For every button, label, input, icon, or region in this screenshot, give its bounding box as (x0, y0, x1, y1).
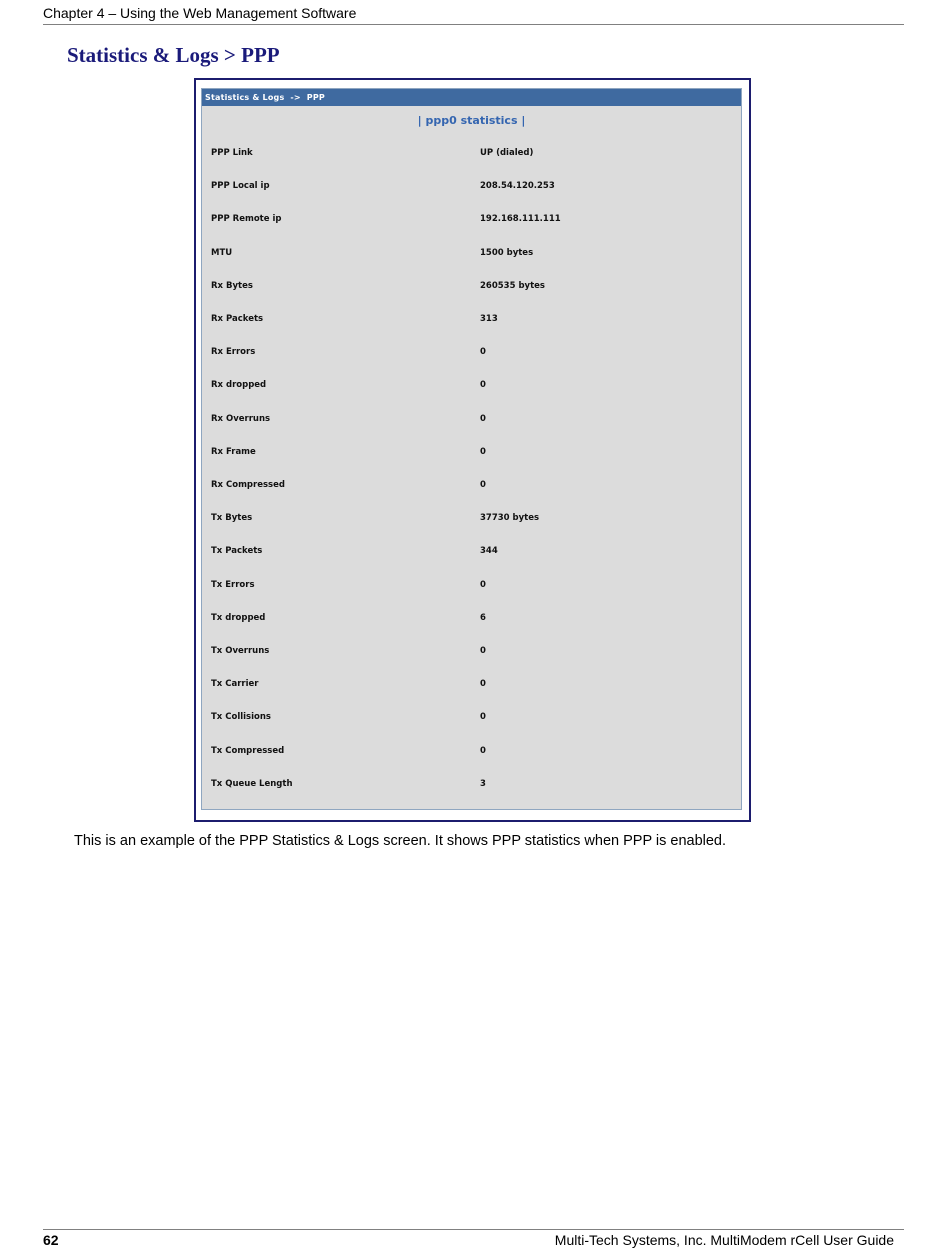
stat-value: 208.54.120.253 (480, 181, 555, 192)
stat-value: 0 (480, 579, 486, 590)
stat-value: 0 (480, 646, 486, 656)
stat-label: Tx Compressed (211, 745, 285, 756)
stat-label: PPP Remote ip (211, 214, 282, 225)
stat-value: 1500 bytes (480, 247, 534, 258)
stat-value: 0 (480, 347, 486, 358)
stat-label: PPP Local ip (211, 181, 270, 192)
stat-value: 0 (480, 679, 486, 690)
stat-label: Rx Compressed (211, 480, 285, 490)
panel-heading: | ppp0 statistics | (417, 114, 526, 127)
stat-value: 0 (480, 745, 486, 756)
stat-label: Tx Errors (211, 579, 255, 590)
stat-row (202, 212, 741, 226)
stat-row (202, 279, 741, 293)
stat-value: 0 (480, 380, 486, 391)
stat-row (202, 146, 741, 160)
running-header (43, 4, 904, 25)
stat-row (202, 710, 741, 724)
ppp-statistics-panel (201, 88, 742, 810)
stat-row (202, 644, 741, 658)
page-number: 62 (43, 1232, 59, 1248)
guide-title: Multi-Tech Systems, Inc. MultiModem rCell User Guide (554, 1232, 894, 1248)
stat-label: Tx Packets (211, 546, 263, 557)
stat-value: UP (dialed) (480, 148, 534, 158)
stat-row (202, 744, 741, 758)
stat-label: Rx Frame (211, 446, 256, 457)
stat-row (202, 677, 741, 691)
stat-row (202, 578, 741, 592)
stat-row (202, 312, 741, 326)
stat-label: PPP Link (211, 148, 253, 158)
stat-row (202, 179, 741, 193)
stat-row (202, 611, 741, 625)
stat-value: 0 (480, 446, 486, 457)
stat-label: Tx dropped (211, 612, 266, 623)
stat-label: Tx Collisions (211, 712, 271, 723)
stat-value: 0 (480, 413, 486, 424)
stat-value: 260535 bytes (480, 280, 545, 291)
stat-row (202, 478, 741, 492)
stat-label: Rx Errors (211, 347, 256, 358)
chapter-title: Chapter 4 – Using the Web Management Software (43, 5, 357, 21)
stat-label: Rx Overruns (211, 413, 271, 424)
stat-value: 0 (480, 712, 486, 723)
stat-value: 3 (480, 778, 486, 789)
stat-value: 313 (480, 314, 498, 324)
stat-label: Tx Overruns (211, 646, 270, 656)
stat-label: Tx Carrier (211, 679, 259, 690)
stat-label: MTU (211, 247, 233, 258)
stat-label: Tx Queue Length (211, 778, 293, 789)
section-title: Statistics & Logs > PPP (67, 43, 280, 67)
stat-label: Tx Bytes (211, 513, 253, 524)
stat-value: 6 (480, 612, 486, 623)
stat-label: Rx dropped (211, 380, 267, 391)
panel-breadcrumb: Statistics & Logs -> PPP (202, 89, 741, 106)
stat-label: Rx Packets (211, 314, 264, 324)
figure-caption: This is an example of the PPP Statistics & Logs screen. It shows PPP statistics when PPP is enabled. (74, 833, 727, 849)
running-footer (43, 1229, 904, 1252)
stat-row (202, 777, 741, 791)
stat-row (202, 544, 741, 558)
stat-label: Rx Bytes (211, 280, 253, 291)
screenshot-frame (194, 78, 751, 822)
stat-value: 344 (480, 546, 498, 557)
stat-row (202, 511, 741, 525)
stat-value: 192.168.111.111 (480, 214, 561, 225)
stat-row (202, 445, 741, 459)
stat-row (202, 412, 741, 426)
stat-value: 37730 bytes (480, 513, 540, 524)
stat-value: 0 (480, 480, 486, 490)
stat-row (202, 246, 741, 260)
stat-row (202, 378, 741, 392)
stat-row (202, 345, 741, 359)
